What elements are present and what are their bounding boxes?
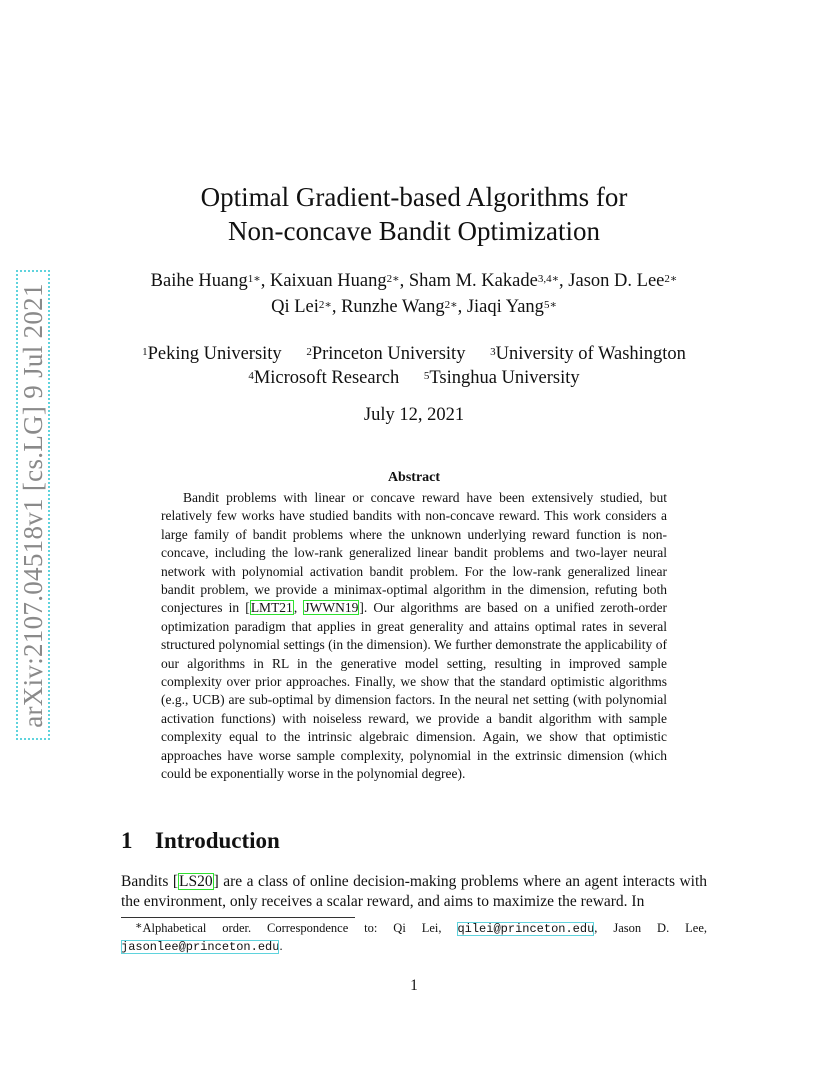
section-heading bbox=[121, 828, 280, 854]
citation-separator: , bbox=[293, 600, 304, 616]
arxiv-identifier: arXiv:2107.04518v1 [cs.LG] 9 Jul 2021 bbox=[17, 282, 48, 728]
author-list: Baihe Huang$^{1∗}$, Kaixuan Huang$^{2∗}$, Sham M. Kakade$^{3,4∗}$, Jason D. Lee$^{2∗}$ Qi Lei$^{2∗}$, Runzhe Wang$^{2∗}$, Jiaqi Yang$^{5∗}$ bbox=[150, 271, 678, 317]
abstract-heading: Abstract bbox=[387, 470, 441, 485]
body-text: ] are a class of online decision-making problems where an agent interacts with the environment, only receives a scalar reward, and aims to maximize the reward. In bbox=[121, 873, 708, 910]
author-name: Baihe Huang bbox=[150, 271, 248, 291]
affiliation: Tsinghua University bbox=[429, 368, 580, 388]
footnote bbox=[121, 920, 707, 956]
author-name: Jiaqi Yang bbox=[466, 297, 544, 317]
body-text: Bandits [ bbox=[121, 873, 178, 890]
affil-mark: 2 bbox=[306, 346, 312, 358]
author-name: Kaixuan Huang bbox=[269, 271, 387, 291]
citation-link[interactable]: LS20 bbox=[179, 873, 213, 890]
author-name: Sham M. Kakade bbox=[408, 271, 538, 291]
section-number: 1 bbox=[121, 828, 133, 853]
arxiv-watermark[interactable] bbox=[16, 270, 50, 740]
email-link[interactable]: jasonlee@princeton.edu bbox=[121, 940, 280, 954]
intro-paragraph bbox=[121, 872, 707, 912]
author-affil-mark: 2∗ bbox=[386, 273, 400, 285]
paper-title bbox=[0, 180, 828, 248]
footnote-text: Alphabetical order. Correspondence to: Qi Lei, bbox=[142, 921, 458, 935]
affiliation: Princeton University bbox=[311, 344, 466, 364]
citation-link[interactable]: LMT21 bbox=[250, 600, 293, 616]
page-number: 1 bbox=[410, 977, 418, 994]
footnote-text: , Jason D. Lee, bbox=[594, 921, 707, 935]
affil-mark: 5 bbox=[423, 370, 430, 382]
author-name: Jason D. Lee bbox=[568, 271, 665, 291]
title-line-1: Optimal Gradient-based Algorithms for bbox=[200, 182, 628, 212]
citation-link[interactable]: JWWN19 bbox=[304, 600, 359, 616]
affil-mark: 3 bbox=[490, 346, 496, 358]
email-link[interactable]: qilei@princeton.edu bbox=[457, 922, 595, 936]
abstract-text: ]. Our algorithms are based on a unified zeroth-order optimization paradigm that applies in great generality and attains optimal rates in several structured polynomial settings (in the dimension). We further demonstrate the applicability of our algorithms in RL in the generative model setting, resulting in improved sample complexity over prior approaches. Finally, we show that the standard optimistic algorithms (e.g., UCB) are sub-optimal by dimension factors. In the neural net setting (with polynomial activation functions) with noiseless reward, we provide a bandit algorithm with sample complexity equal to the intrinsic algebraic dimension. Again, we show that optimistic approaches have worse sample complexity, polynomial in the extrinsic dimension (which could be exponentially worse in the polynomial degree). bbox=[161, 600, 667, 782]
author-affil-mark: 2∗ bbox=[318, 299, 332, 311]
affiliation: Microsoft Research bbox=[253, 368, 400, 388]
affil-mark: 4 bbox=[248, 370, 254, 382]
affiliation-list bbox=[0, 342, 828, 390]
affiliation: University of Washington bbox=[495, 344, 686, 364]
author-affil-mark: 3,4∗ bbox=[537, 273, 560, 285]
abstract-body bbox=[161, 489, 667, 784]
affiliation: Peking University bbox=[147, 344, 282, 364]
footnote-text: . bbox=[279, 939, 283, 953]
affil-mark: 1 bbox=[142, 346, 148, 358]
author-name: Qi Lei bbox=[271, 297, 319, 317]
author-affil-mark: 5∗ bbox=[543, 299, 557, 311]
author-affil-mark: 2∗ bbox=[664, 273, 678, 285]
author-affil-mark: 1∗ bbox=[247, 273, 261, 285]
abstract-text: Bandit problems with linear or concave reward have been extensively studied, but relatively few works have studied bandits with non-concave reward. This work considers a large family of bandit problems where the unknown underlying reward function is non-concave, including the low-rank generalized linear bandit problems and two-layer neural network with polynomial activation bandit problem. For the low-rank generalized linear bandit problem, we provide a minimax-optimal algorithm in the dimension, refuting both conjectures in [ bbox=[161, 490, 667, 616]
author-affil-mark: 2∗ bbox=[444, 299, 458, 311]
footnote-rule bbox=[121, 917, 355, 918]
author-name: Runzhe Wang bbox=[341, 297, 445, 317]
footnote-mark: ∗ bbox=[135, 920, 143, 932]
paper-date: July 12, 2021 bbox=[363, 405, 465, 425]
title-line-2: Non-concave Bandit Optimization bbox=[228, 216, 600, 246]
section-title: Introduction bbox=[155, 828, 280, 853]
